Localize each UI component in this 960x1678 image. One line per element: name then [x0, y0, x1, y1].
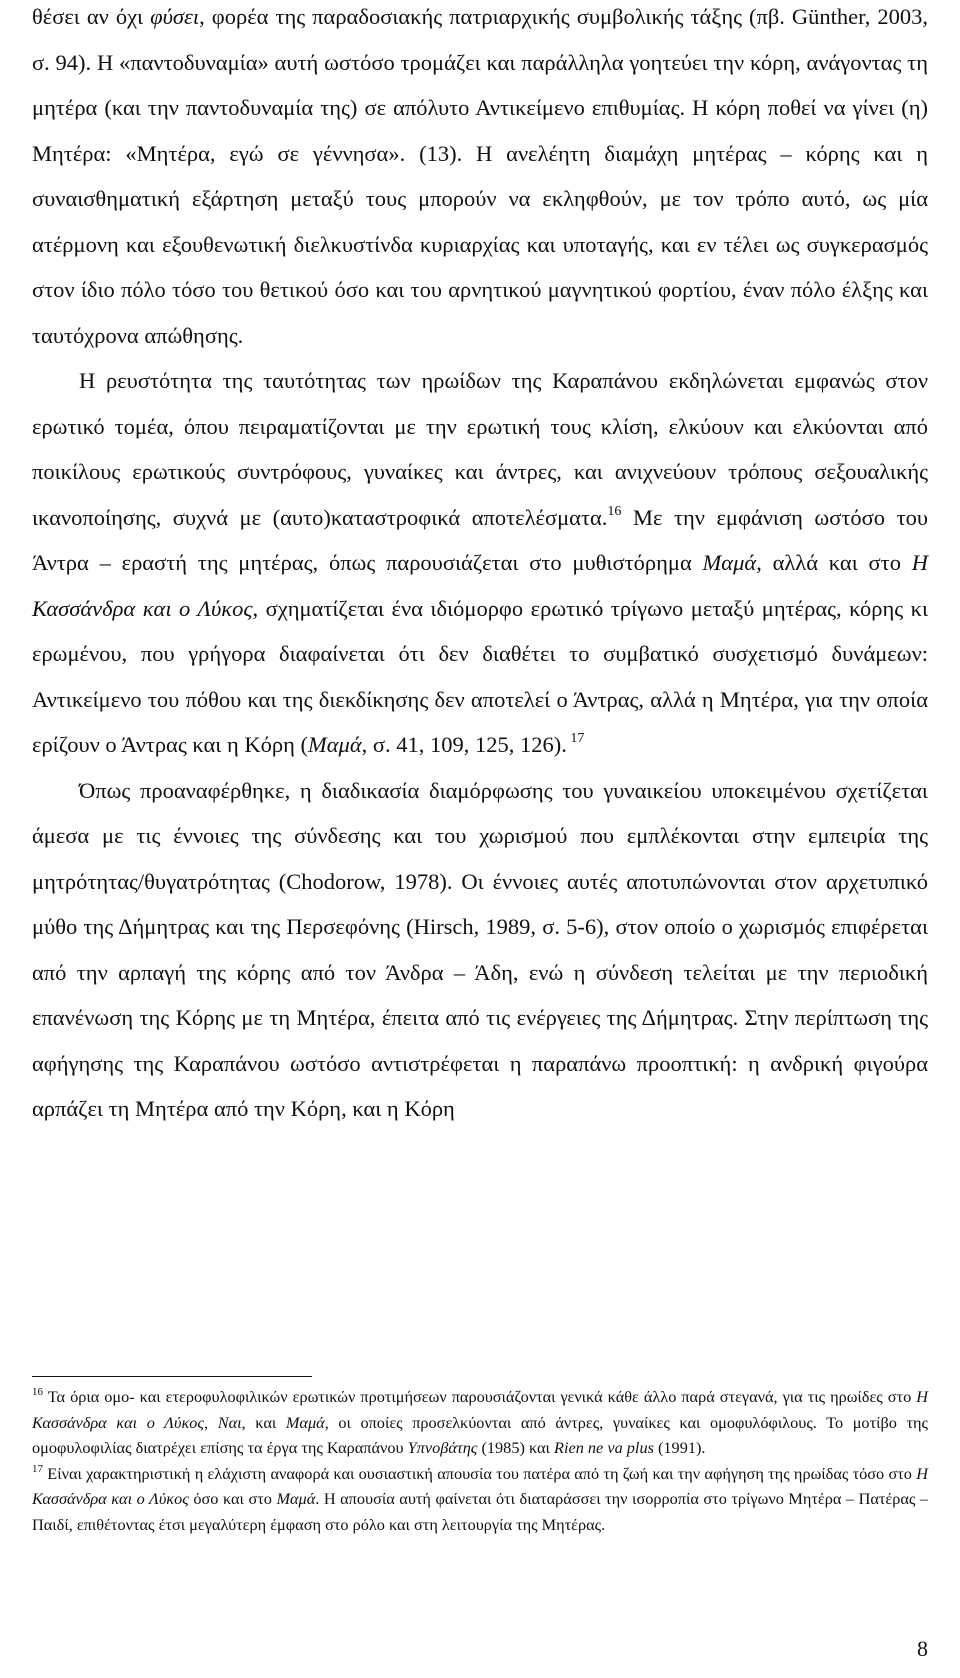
footnote-separator: [32, 1376, 312, 1377]
footnote-number: 16: [32, 1386, 43, 1398]
footnote-ref-17[interactable]: 17: [566, 731, 585, 746]
text-run: θέσει αν όχι: [32, 4, 151, 29]
paragraph-2: [32, 358, 928, 768]
footnote-17: [32, 1461, 928, 1538]
body-text: [32, 0, 928, 1132]
text-run: Είναι χαρακτηριστική η ελάχιστη αναφορά και ουσιαστική απουσία του πατέρα από τη ζωή και την αφήγηση της ηρωίδας τόσο στο: [43, 1463, 917, 1483]
italic-title: Μαμά: [308, 732, 362, 757]
paragraph-1: [32, 0, 928, 358]
footnote-ref-16[interactable]: 16: [607, 503, 622, 519]
text-run: Τα όρια ομο- και ετεροφυλοφιλικών ερωτικών προτιμήσεων παρουσιάζονται γενικά κάθε άλλο παρά στεγανά, για τις ηρωίδες στο: [43, 1387, 917, 1406]
text-run: . Η απουσία αυτή φαίνεται ότι διαταράσσει την ισορροπία στο τρίγωνο Μητέρα – Πατέρας – Παιδί, επιθέτοντας έτσι μεγαλύτερη έμφαση στο ρόλο και στη λειτουργία της Μητέρας.: [32, 1489, 928, 1534]
text-run: , αλλά και στο: [756, 550, 912, 575]
footnote-number: 17: [32, 1462, 43, 1475]
text-run: Η ρευστότητα της ταυτότητας των ηρωίδων της Καραπάνου εκδηλώνεται εμφανώς στον ερωτικό τομέα, όπου πειραματίζονται με την ερωτική τους κλίση, ελκύουν και ελκύονται από ποικίλους ερωτικούς συντρόφους, γυναίκες και άντρες, και ανιχνεύουν τρόπους σεξουαλικής ικανοποίησης, συχνά με (αυτο)καταστροφικά αποτελέσματα.: [32, 368, 928, 530]
text-run: Όπως προαναφέρθηκε, η διαδικασία διαμόρφωσης του γυναικείου υποκειμένου σχετίζεται άμεσα με τις έννοιες της σύνδεσης και του χωρισμού που εμπλέκονται στην εμπειρία της μητρότητας/θυγατρότητας (Chodorow, 1978). Οι έννοιες αυτές αποτυπώνονται στον αρχετυπικό μύθο της Δήμητρας και της Περσεφόνης (Hirsch, 1989, σ. 5-6), στον οποίο ο χωρισμός επιφέρεται από την αρπαγή της κόρης από τον Άνδρα – Άδη, ενώ η σύνδεση τελείται με την περιοδική επανένωση της Κόρης με τη Μητέρα, έπειτα από τις ενέργειες της Δήμητρας. Στην περίπτωση της αφήγησης της Καραπάνου ωστόσο αντιστρέφεται η παραπάνω προοπτική: η ανδρική φιγούρα αρπάζει τη Μητέρα από την Κόρη, και η Κόρη: [32, 777, 928, 1121]
italic-title: Η Κασσάνδρα και ο Λύκος: [32, 1463, 928, 1508]
italic-title: Μαμά: [285, 1412, 325, 1432]
italic-title: Μαμά: [702, 550, 757, 575]
italic-title: Η Κασσάνδρα και ο Λύκος: [32, 550, 928, 621]
footnotes: [32, 1384, 928, 1537]
text-run: (1991).: [653, 1438, 706, 1457]
text-run: , και: [241, 1412, 286, 1432]
text-run: , σχηματίζεται ένα ιδιόμορφο ερωτικό τρίγωνο μεταξύ μητέρας, κόρης κι ερωμένου, που γρήγορα διαφαίνεται ότι δεν διαθέτει το συμβατικό συσχετισμό δυνάμεων: Αντικείμενο του πόθου και της διεκδίκησης δεν αποτελεί ο Άντρας, αλλά η Μητέρα, για την οποία ερίζουν ο Άντρας και η Κόρη (: [32, 595, 929, 757]
text-run: (1985) και: [477, 1438, 554, 1457]
italic-title: Υπνοβάτης: [407, 1438, 478, 1457]
italic-title: Η Κασσάνδρα και ο Λύκος: [32, 1387, 928, 1432]
text-run: ,: [204, 1412, 218, 1432]
paragraph-3: [32, 768, 928, 1132]
italic-text: φύσει: [150, 4, 200, 29]
italic-title: Μαμά: [276, 1489, 316, 1508]
text-run: , σ. 41, 109, 125, 126).: [361, 732, 567, 757]
footnote-16: [32, 1384, 928, 1461]
text-run: όσο και στο: [188, 1489, 277, 1508]
page-number: 8: [917, 1636, 928, 1661]
text-run: , οι οποίες προσελκύονται από άντρες, γυναίκες και ομοφυλόφιλους. Το μοτίβο της ομοφυλοφιλίας διατρέχει επίσης τα έργα της Καραπάνου: [32, 1412, 928, 1457]
text-run: Με την εμφάνιση ωστόσο του Άντρα – εραστή της μητέρας, όπως παρουσιάζεται στο μυθιστόρημα: [32, 504, 928, 575]
text-run: , φορέα της παραδοσιακής πατριαρχικής συμβολικής τάξης (πβ. Günther, 2003, σ. 94). Η «παντοδυναμία» αυτή ωστόσο τρομάζει και παράλληλα γοητεύει την κόρη, ανάγοντας τη μητέρα (και την παντοδυναμία της) σε απόλυτο Αντικείμενο επιθυμίας. Η κόρη ποθεί να γίνει (η) Μητέρα: «Μητέρα, εγώ σε γέννησα». (13). Η ανελέητη διαμάχη μητέρας – κόρης και η συναισθηματική εξάρτηση μεταξύ τους μπορούν να εκληφθούν, με τον τρόπο αυτό, ως μία ατέρμονη και εξουθενωτική διελκυστίνδα κυριαρχίας και υποταγής, και εν τέλει ως συγκερασμός στον ίδιο πόλο τόσο του θετικού όσο και του αρνητικού μαγνητικού φορτίου, έναν πόλο έλξης και ταυτόχρονα απώθησης.: [32, 4, 929, 348]
italic-title: Rien ne va plus: [554, 1438, 654, 1457]
italic-title: Ναι: [217, 1412, 242, 1432]
